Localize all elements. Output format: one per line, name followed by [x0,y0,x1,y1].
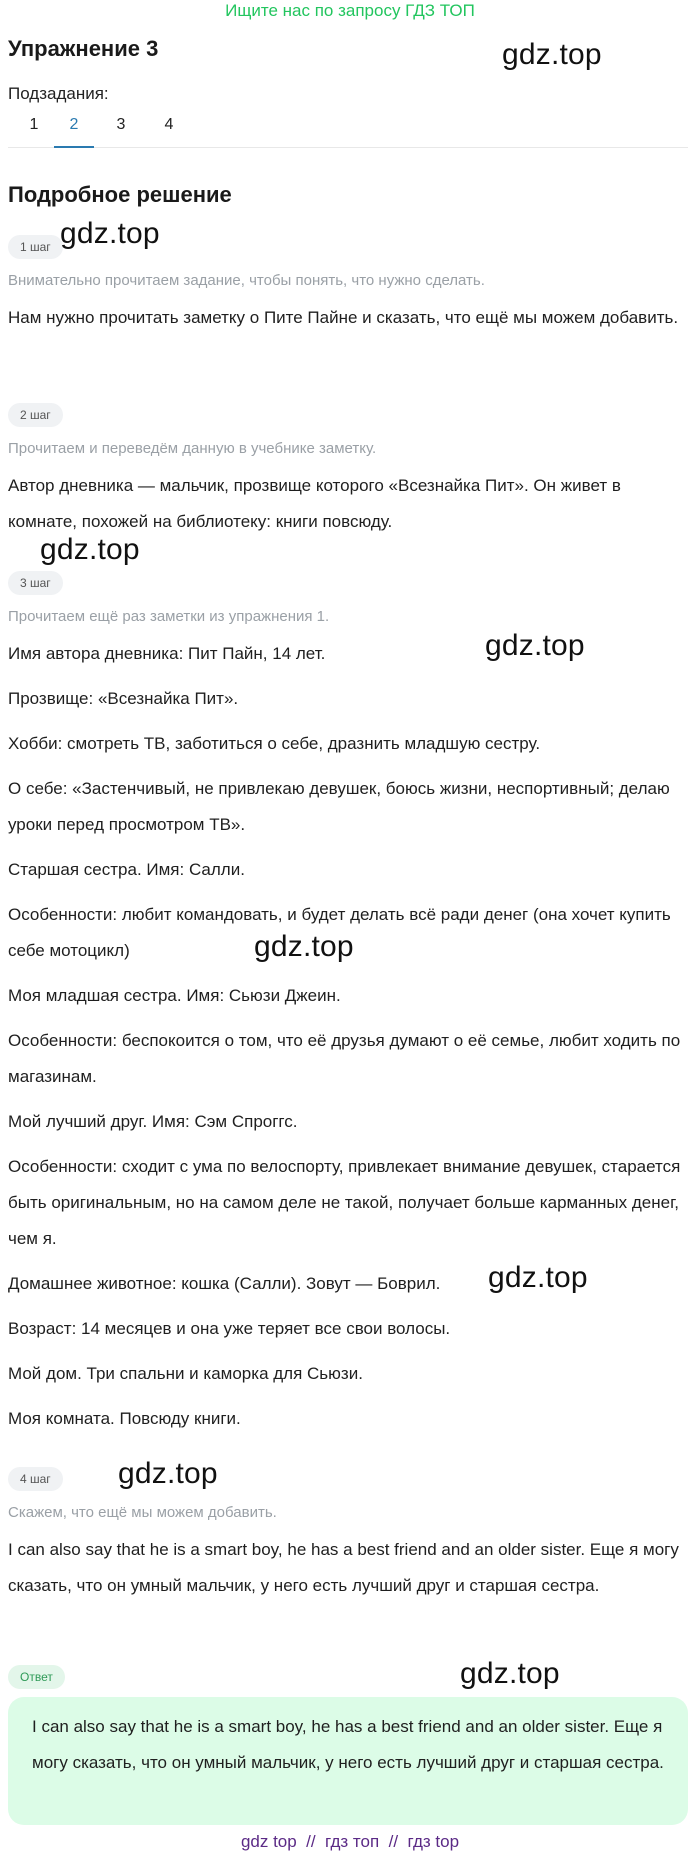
watermark-logo: gdz.top [60,217,160,250]
watermark-logo: gdz.top [460,1657,560,1690]
step-text: Нам нужно прочитать заметку о Пите Пайне и сказать, что ещё мы можем добавить. [8,308,679,327]
watermark-logo: gdz.top [488,1261,588,1294]
step-text: Особенности: сходит с ума по велоспорту, привлекает внимание девушек, старается быть оригинальным, но на самом деле не такой, получает больше карманных денег, чем я. [8,1157,681,1248]
subtask-tabs [8,112,688,148]
step-text: Домашнее животное: кошка (Салли). Зовут — Боврил. [8,1274,441,1293]
search-promo-banner: Ищите нас по запросу ГДЗ ТОП [225,1,475,20]
tab-subtask-1[interactable]: 1 [29,116,39,133]
step-badge: 2 шаг [8,403,63,427]
watermark-logo: gdz.top [502,38,602,71]
step-text: Возраст: 14 месяцев и она уже теряет все свои волосы. [8,1319,451,1338]
subtasks-label: Подзадания: [8,84,109,103]
answer-badge: Ответ [8,1665,65,1689]
step-text: Моя комната. Повсюду книги. [8,1409,241,1428]
footer-links: gdz top // гдз топ // гдз top [240,1832,460,1851]
step-text: Особенности: беспокоится о том, что её друзья думают о её семье, любит ходить по магазинам. [8,1031,681,1086]
step-hint: Внимательно прочитаем задание, чтобы понять, что нужно сделать. [8,272,485,289]
step-text: Старшая сестра. Имя: Салли. [8,860,245,879]
watermark-logo: gdz.top [40,533,140,566]
step-text: О себе: «Застенчивый, не привлекаю девушек, боюсь жизни, неспортивный; делаю уроки перед просмотром ТВ». [8,779,670,834]
page-title: Упражнение 3 [8,36,159,61]
step-text: Мой лучший друг. Имя: Сэм Спроггс. [8,1112,298,1131]
step-text: Мой дом. Три спальни и каморка для Сьюзи. [8,1364,363,1383]
step-hint: Прочитаем ещё раз заметки из упражнения 1. [8,608,330,625]
watermark-logo: gdz.top [118,1457,218,1490]
watermark-logo: gdz.top [485,629,585,662]
tab-subtask-2[interactable]: 2 [54,116,94,148]
step-text: Хобби: смотреть ТВ, заботиться о себе, дразнить младшую сестру. [8,734,541,753]
tab-subtask-3[interactable]: 3 [116,116,126,133]
answer-box [8,1697,688,1825]
answer-text: I can also say that he is a smart boy, he has a best friend and an older sister. Еще я могу сказать, что он умный мальчик, у него есть лучший друг и старшая сестра. [32,1717,664,1772]
step-text: I can also say that he is a smart boy, he has a best friend and an older sister. Еще я могу сказать, что он умный мальчик, у него есть лучший друг и старшая сестра. [8,1540,679,1595]
step-text: Прозвище: «Всезнайка Пит». [8,689,239,708]
solution-heading: Подробное решение [8,182,232,207]
step-badge: 1 шаг [8,235,63,259]
step-text: Моя младшая сестра. Имя: Сьюзи Джеин. [8,986,341,1005]
tab-subtask-4[interactable]: 4 [164,116,174,133]
step-hint: Скажем, что ещё мы можем добавить. [8,1504,277,1521]
step-hint: Прочитаем и переведём данную в учебнике заметку. [8,440,377,457]
step-badge: 3 шаг [8,571,63,595]
step-text: Автор дневника — мальчик, прозвище которого «Всезнайка Пит». Он живет в комнате, похожей на библиотеку: книги повсюду. [8,476,621,531]
step-text: Особенности: любит командовать, и будет делать всё ради денег (она хочет купить себе мотоцикл) [8,905,671,960]
watermark-logo: gdz.top [254,930,354,963]
step-text: Имя автора дневника: Пит Пайн, 14 лет. [8,644,326,663]
step-badge: 4 шаг [8,1467,63,1491]
